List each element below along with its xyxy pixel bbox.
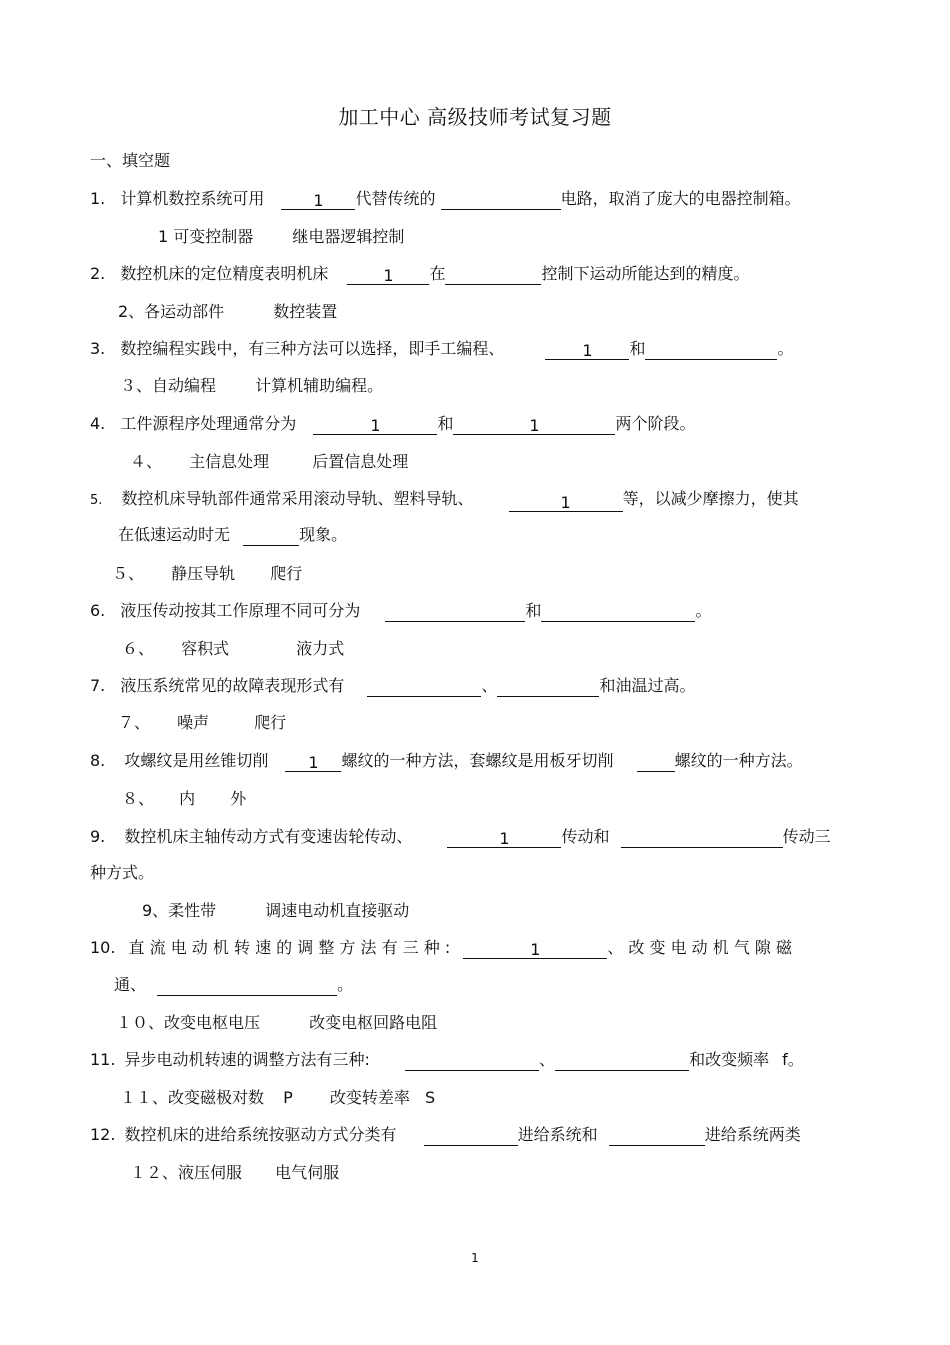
q8-text-c: 螺纹的一种方法。: [674, 751, 803, 770]
q8-number: 8.: [90, 751, 106, 770]
a11-text-2: 改变转差率: [329, 1088, 410, 1107]
q6-blank-1: [385, 603, 525, 622]
a10-text-2: 改变电枢回路电阻: [309, 1013, 438, 1032]
q2-number: 2.: [90, 264, 106, 283]
q1-blank-1: 1: [281, 191, 355, 210]
q2-blank-1: 1: [347, 266, 429, 285]
answer-11: [120, 1087, 435, 1109]
question-5: [90, 488, 799, 512]
section-heading: 一、填空题: [90, 151, 171, 170]
a12-text-2: 电气伺服: [275, 1163, 340, 1182]
q10-blank-2: [157, 977, 337, 996]
a4-text-1: 主信息处理: [189, 452, 270, 471]
a3-text: ３、自动编程: [120, 376, 217, 395]
question-2: [90, 263, 750, 285]
a12-text: １２、液压伺服: [130, 1163, 243, 1182]
answer-8: [122, 788, 246, 810]
question-9-cont: [90, 862, 154, 884]
q12-blank-1: [424, 1127, 518, 1146]
question-3: [90, 338, 794, 360]
a8-text-2: 外: [230, 789, 247, 808]
a8-text: ８、: [122, 789, 155, 808]
q8-blank-2: [637, 753, 675, 772]
q7-number: 7.: [90, 676, 106, 695]
a9-text: 9、柔性带: [142, 901, 217, 920]
q5-text-d: 现象。: [299, 525, 348, 544]
answer-7: [118, 712, 286, 734]
answer-1: [158, 226, 404, 248]
q3-text-c: 。: [777, 339, 794, 358]
page-number: 1: [471, 1251, 479, 1265]
q6-text-c: 。: [695, 601, 712, 620]
q9-text-c: 传动三: [782, 827, 831, 846]
q4-blank-1: 1: [313, 416, 437, 435]
q3-text-b: 和: [629, 339, 646, 358]
a11-text: １１、改变磁极对数: [120, 1088, 265, 1107]
q3-blank-2: [645, 341, 777, 360]
a6-text-1: 容积式: [181, 639, 230, 658]
question-5-cont: [118, 524, 347, 546]
q4-text-b: 和: [437, 414, 454, 433]
q10-number: 10.: [90, 938, 116, 957]
question-7: [90, 675, 696, 697]
q5-text-c: 在低速运动时无: [118, 525, 231, 544]
a1-text-2: 继电器逻辑控制: [292, 227, 405, 246]
question-9: [90, 826, 831, 848]
q2-text-a: 数控机床的定位精度表明机床: [120, 264, 329, 283]
q7-text-b: 、: [481, 676, 498, 695]
page-title: 加工中心 高级技师考试复习题: [338, 105, 612, 129]
q8-text-b: 螺纹的一种方法，套螺纹是用板牙切削: [341, 751, 614, 770]
q7-blank-1: [367, 678, 481, 697]
a6-text: ６、: [122, 639, 155, 658]
q1-text-a: 计算机数控系统可用: [120, 189, 265, 208]
q11-blank-2: [555, 1052, 689, 1071]
a1-text: 1 可变控制器: [158, 227, 254, 246]
q11-text-d: f。: [782, 1050, 804, 1069]
a2-text-2: 数控装置: [273, 302, 338, 321]
a7-text-2: 爬行: [254, 713, 287, 732]
q5-blank-2: [243, 527, 299, 546]
a4-text: ４、: [130, 452, 163, 471]
q10-text-d: 。: [337, 975, 354, 994]
question-10-cont: [114, 974, 353, 996]
q2-text-c: 控制下运动所能达到的精度。: [541, 264, 750, 283]
q6-text-a: 液压传动按其工作原理不同可分为: [120, 601, 361, 620]
q2-text-b: 在: [429, 264, 446, 283]
answer-2: [118, 301, 337, 323]
q5-text-b: 等，以减少摩擦力，使其: [622, 489, 799, 508]
answer-3: [120, 375, 383, 397]
a5-text-2: 爬行: [270, 564, 303, 583]
q3-blank-1: 1: [545, 341, 629, 360]
q9-text-d: 种方式。: [90, 863, 155, 882]
q11-text-b: 、: [539, 1050, 556, 1069]
a3-text-2: 计算机辅助编程。: [255, 376, 384, 395]
q1-text-b: 代替传统的: [355, 189, 436, 208]
a5-text-1: 静压导轨: [171, 564, 236, 583]
q6-blank-2: [541, 603, 695, 622]
q10-text-b: 、 改 变 电 动 机 气 隙 磁: [607, 938, 793, 957]
a7-text-1: 噪声: [177, 713, 210, 732]
a4-text-2: 后置信息处理: [312, 452, 409, 471]
q5-text-a: 数控机床导轨部件通常采用滚动导轨、塑料导轨、: [121, 489, 474, 508]
a11-text-3: S: [424, 1088, 436, 1107]
answer-9: [142, 900, 409, 922]
question-10: [90, 937, 792, 959]
answer-12: [130, 1162, 339, 1184]
q10-text-a: 直 流 电 动 机 转 速 的 调 整 方 法 有 三 种 :: [128, 938, 451, 957]
a7-text: ７、: [118, 713, 151, 732]
answer-4: [130, 451, 408, 473]
q8-text-a: 攻螺纹是用丝锥切削: [124, 751, 269, 770]
q11-text-c: 和改变频率: [689, 1050, 770, 1069]
q3-text-a: 数控编程实践中，有三种方法可以选择，即手工编程、: [120, 339, 505, 358]
q7-text-c: 和油温过高。: [599, 676, 696, 695]
a10-text: １０、改变电枢电压: [116, 1013, 261, 1032]
q11-number: 11.: [90, 1050, 116, 1069]
q6-text-b: 和: [525, 601, 542, 620]
q4-text-c: 两个阶段。: [615, 414, 696, 433]
q7-text-a: 液压系统常见的故障表现形式有: [120, 676, 345, 695]
q8-blank-1: 1: [285, 753, 341, 772]
answer-10: [116, 1012, 437, 1034]
question-11: [90, 1049, 804, 1071]
q12-number: 12.: [90, 1125, 116, 1144]
a6-text-2: 液力式: [296, 639, 345, 658]
q5-number: 5.: [90, 493, 103, 508]
q12-text-b: 进给系统和: [517, 1125, 598, 1144]
q9-number: 9.: [90, 827, 106, 846]
q12-text-c: 进给系统两类: [704, 1125, 801, 1144]
q10-blank-1: 1: [463, 940, 607, 959]
q4-text-a: 工件源程序处理通常分为: [120, 414, 297, 433]
question-8: [90, 750, 803, 772]
question-4: [90, 413, 696, 435]
q9-text-b: 传动和: [561, 827, 610, 846]
a8-text-1: 内: [179, 789, 196, 808]
q12-text-a: 数控机床的进给系统按驱动方式分类有: [124, 1125, 397, 1144]
q9-text-a: 数控机床主轴传动方式有变速齿轮传动、: [124, 827, 413, 846]
question-1: [90, 188, 801, 210]
a5-text: ５、: [112, 564, 145, 583]
q11-blank-1: [405, 1052, 539, 1071]
q1-blank-2: [441, 191, 561, 210]
q1-text-c: 电路，取消了庞大的电器控制箱。: [560, 189, 801, 208]
a11-text-1: P: [283, 1088, 293, 1107]
a9-text-2: 调速电动机直接驱动: [265, 901, 410, 920]
answer-6: [122, 638, 344, 660]
q4-blank-2: 1: [453, 416, 615, 435]
q2-blank-2: [445, 266, 541, 285]
q11-text-a: 异步电动机转速的调整方法有三种:: [124, 1050, 370, 1069]
q3-number: 3.: [90, 339, 106, 358]
question-12: [90, 1124, 801, 1146]
q5-blank-1: 1: [509, 493, 623, 512]
answer-5: [112, 563, 302, 585]
q4-number: 4.: [90, 414, 106, 433]
question-6: [90, 600, 712, 622]
q6-number: 6.: [90, 601, 106, 620]
a2-text: 2、各运动部件: [118, 302, 225, 321]
q9-blank-2: [621, 829, 783, 848]
q12-blank-2: [609, 1127, 705, 1146]
q1-number: 1.: [90, 189, 106, 208]
q10-text-c: 通、: [114, 975, 147, 994]
q7-blank-2: [497, 678, 599, 697]
q9-blank-1: 1: [447, 829, 561, 848]
